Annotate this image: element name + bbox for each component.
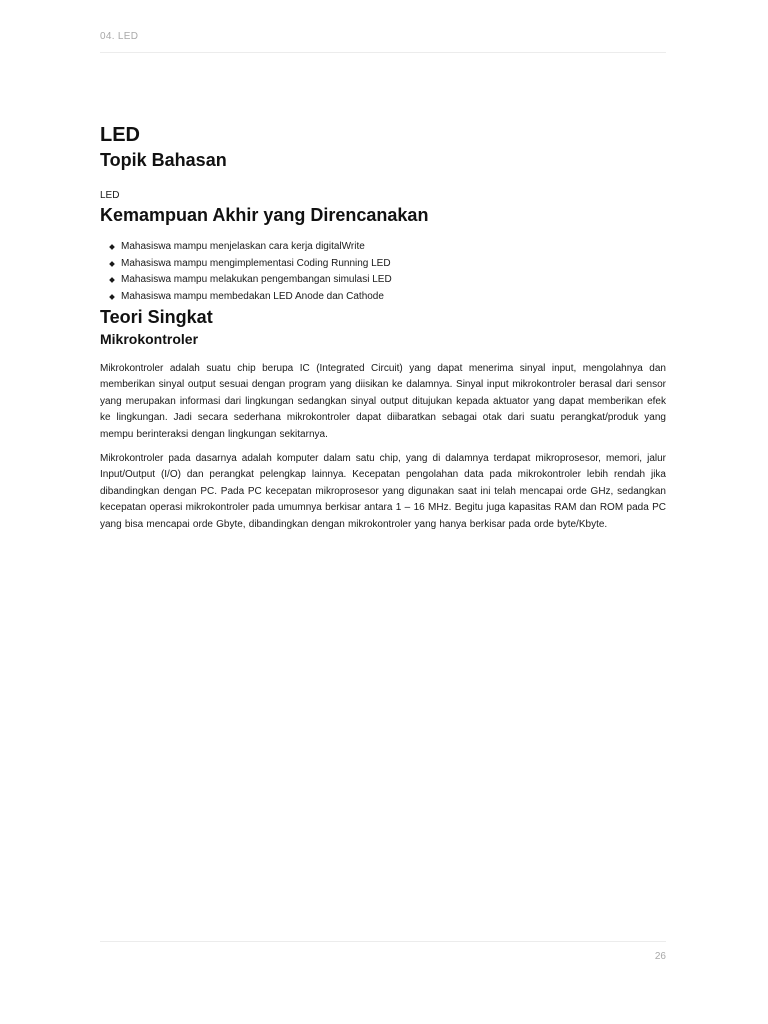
list-item-text: Mahasiswa mampu mengimplementasi Coding Running LED xyxy=(121,257,391,269)
diamond-bullet-icon xyxy=(109,244,115,250)
footer-divider xyxy=(100,941,666,942)
page-content xyxy=(100,122,666,533)
body-paragraph: Mikrokontroler pada dasarnya adalah komputer dalam satu chip, yang di dalamnya terdapat mikroprosesor, memori, jalur Input/Output (I/O) dan perangkat pelengkap lainnya. Kecepatan pengolahan data pada mikrokontroler lebih rendah jika dibandingkan dengan PC. Pada PC kecepatan mikroprosesor yang digunakan saat ini telah mencapai orde GHz, sedangkan kecepatan operasi mikrokontroler pada umumnya berkisar antara 1 – 16 MHz. Begitu juga kapasitas RAM dan ROM pada PC yang bisa mencapai orde Gbyte, dibandingkan dengan mikrokontroler yang hanya berkisar pada orde byte/Kbyte. xyxy=(100,453,666,530)
list-item xyxy=(110,289,666,306)
list-item-text: Mahasiswa mampu melakukan pengembangan simulasi LED xyxy=(121,274,392,285)
list-item-text: Mahasiswa mampu menjelaskan cara kerja digitalWrite xyxy=(121,241,365,252)
kemampuan-heading: Kemampuan Akhir yang Direncanakan xyxy=(100,205,429,225)
page-title: LED xyxy=(100,124,140,146)
topik-text: LED xyxy=(100,190,120,201)
diamond-bullet-icon xyxy=(109,277,115,283)
list-item-text: Mahasiswa mampu membedakan LED Anode dan Cathode xyxy=(121,290,384,302)
topik-heading: Topik Bahasan xyxy=(100,150,227,170)
header-divider xyxy=(100,52,666,53)
diamond-bullet-icon xyxy=(109,294,115,300)
body-paragraph: Mikrokontroler adalah suatu chip berupa IC (Integrated Circuit) yang dapat menerima sinyal input, mengolahnya dan memberikan sinyal output sesuai dengan program yang diisikan ke dalamnya. Sinyal input mikrokontroler berasal dari sensor yang merupakan informasi dari lingkungan sedangkan sinyal output ditujukan kepada aktuator yang dapat memberikan efek ke lingkungan. Jadi secara sederhana mikrokontroler dapat diibaratkan sebagai otak dari suatu perangkat/produk yang mempu berinteraksi dengan lingkungan sekitarnya. xyxy=(100,363,666,440)
diamond-bullet-icon xyxy=(109,261,115,267)
page-number: 26 xyxy=(654,951,666,962)
list-item xyxy=(110,256,666,273)
mikrokontroler-subheading: Mikrokontroler xyxy=(100,331,199,347)
teori-heading: Teori Singkat xyxy=(100,307,213,327)
document-page xyxy=(100,0,666,1024)
list-item xyxy=(110,272,666,289)
running-header: 04. LED xyxy=(100,31,139,42)
kemampuan-list xyxy=(100,239,666,305)
list-item xyxy=(110,239,666,256)
